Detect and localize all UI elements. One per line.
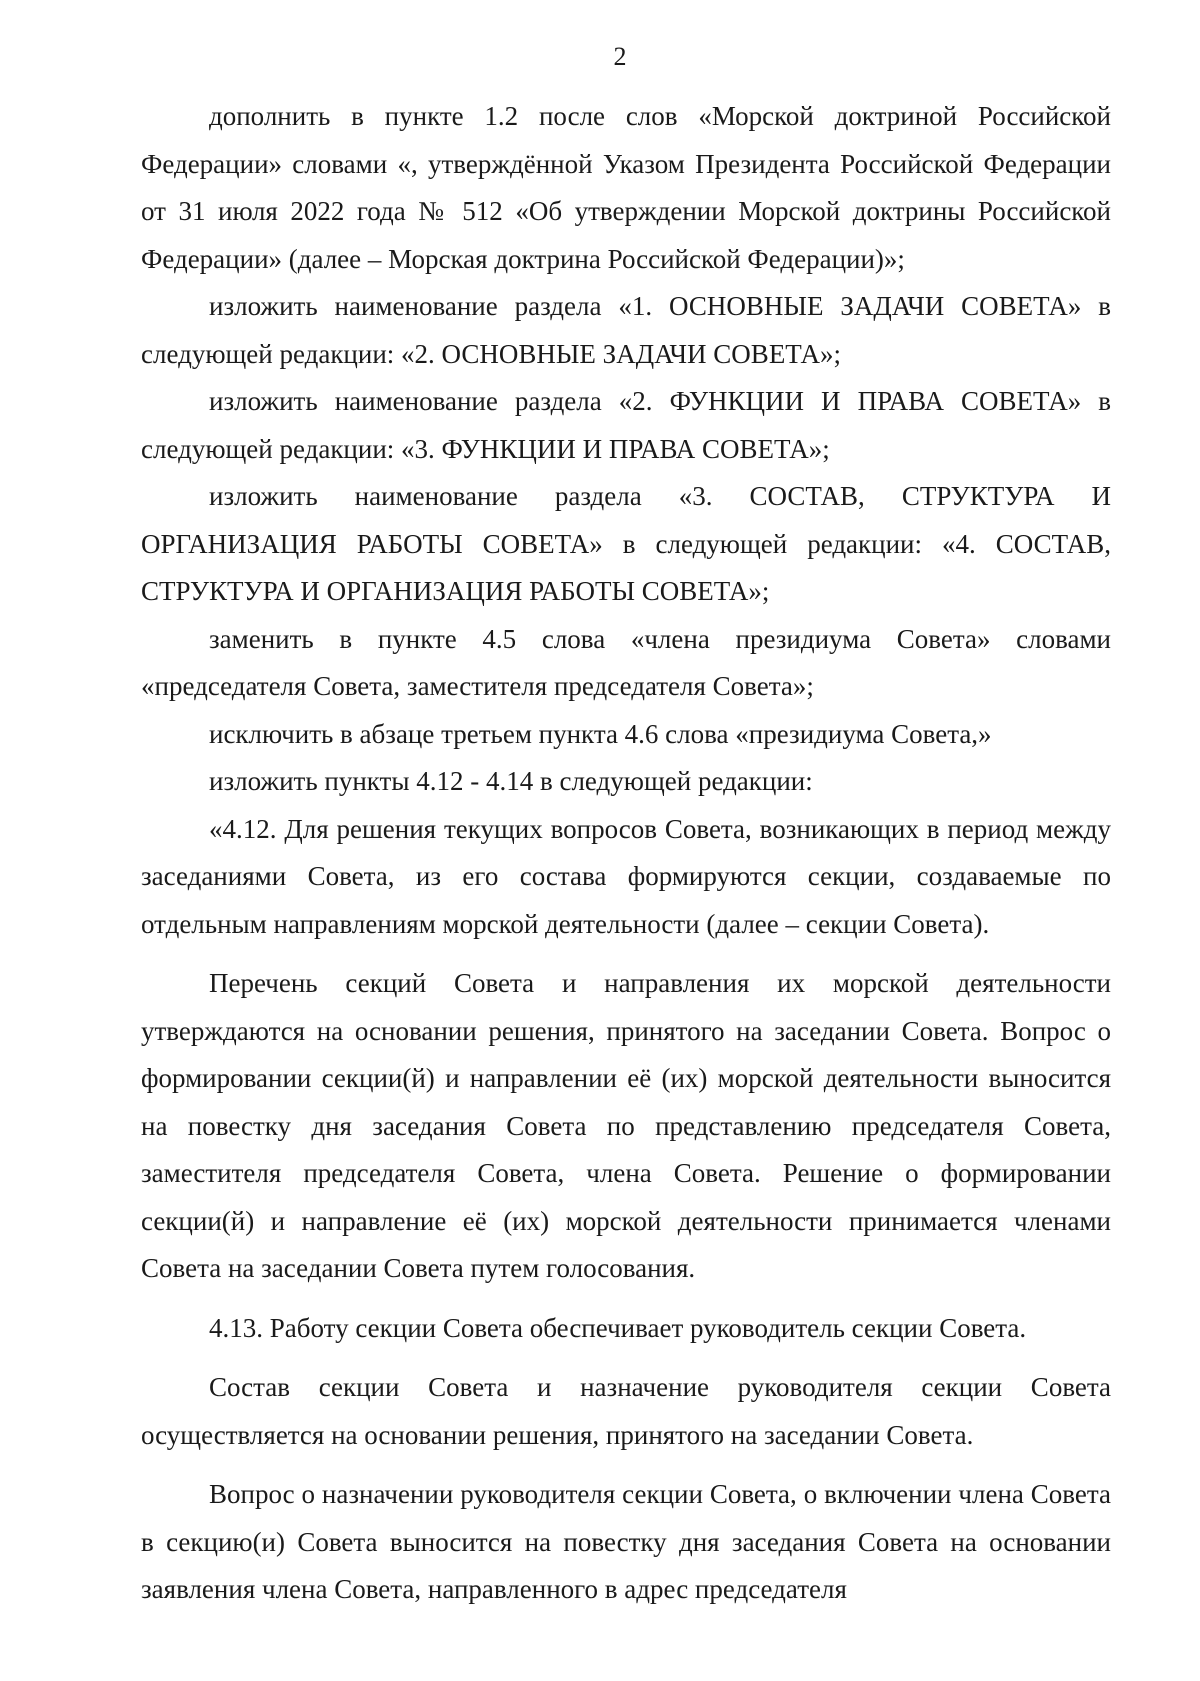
paragraph: изложить наименование раздела «2. ФУНКЦИИ И ПРАВА СОВЕТА» в следующей редакции: «3. ФУНКЦИИ И ПРАВА СОВЕТА»; [141, 386, 1111, 464]
paragraph: Состав секции Совета и назначение руководителя секции Совета осуществляется на основании решения, принятого на заседании Совета. [141, 1372, 1111, 1450]
paragraph: изложить пункты 4.12 - 4.14 в следующей редакции: [209, 766, 813, 796]
paragraph: заменить в пункте 4.5 слова «члена президиума Совета» словами «председателя Совета, заместителя председателя Совета»; [141, 623, 1111, 701]
paragraph: дополнить в пункте 1.2 после слов «Морской доктриной Российской Федерации» словами «, утверждённой Указом Президента Российской Федерации от 31 июля 2022 года № 512 «Об утверждении Морской доктрины Российской Федерации» (далее – Морская доктрина Российской Федерации)»; [141, 101, 1111, 274]
document-body [141, 93, 1111, 1614]
paragraph: 4.13. Работу секции Совета обеспечивает руководитель секции Совета. [209, 1312, 1027, 1343]
paragraph: «4.12. Для решения текущих вопросов Совета, возникающих в период между заседаниями Совета, из его состава формируются секции, создаваемые по отдельным направлениям морской деятельности (далее – секции Совета). [141, 813, 1111, 939]
paragraph: Перечень секций Совета и направления их морской деятельности утверждаются на основании решения, принятого на заседании Совета. Вопрос о формировании секции(й) и направлении её (их) морской деятельности выносится на повестку дня заседания Совета по представлению председателя Совета, заместителя председателя Совета, члена Совета. Решение о формировании секции(й) и направление её (их) морской деятельности принимается членами Совета на заседании Совета путем голосования. [141, 968, 1111, 1283]
paragraph: изложить наименование раздела «1. ОСНОВНЫЕ ЗАДАЧИ СОВЕТА» в следующей редакции: «2. ОСНОВНЫЕ ЗАДАЧИ СОВЕТА»; [141, 291, 1111, 369]
paragraph: изложить наименование раздела «3. СОСТАВ, СТРУКТУРА И ОРГАНИЗАЦИЯ РАБОТЫ СОВЕТА» в следующей редакции: «4. СОСТАВ, СТРУКТУРА И ОРГАНИЗАЦИЯ РАБОТЫ СОВЕТА»; [141, 481, 1111, 606]
paragraph: Вопрос о назначении руководителя секции Совета, о включении члена Совета в секцию(и) Совета выносится на повестку дня заседания Совета на основании заявления члена Совета, направленного в адрес председателя [141, 1479, 1111, 1604]
page-number: 2 [613, 42, 627, 71]
paragraph: исключить в абзаце третьем пункта 4.6 слова «президиума Совета,» [209, 718, 992, 749]
